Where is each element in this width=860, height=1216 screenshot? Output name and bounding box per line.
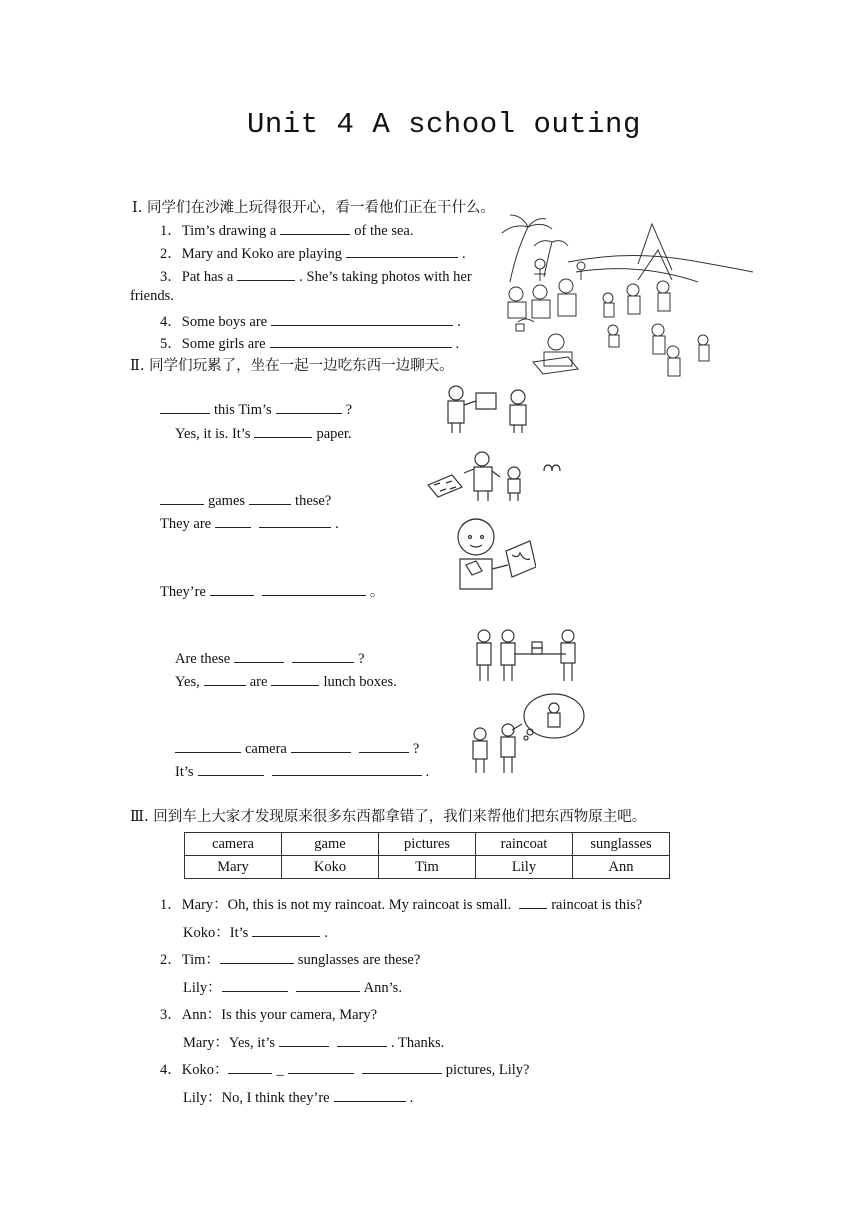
item-text: Mary and Koko are playing [181, 246, 343, 262]
children-with-lunch-boxes-illustration [474, 628, 582, 684]
speaker: Mary： [181, 897, 228, 913]
boy-with-map-illustration [448, 515, 536, 595]
answer-blank[interactable] [270, 334, 452, 348]
table-row [185, 833, 670, 856]
r-text: lunch boxes. [323, 674, 397, 690]
s3-dialog-4-reply [183, 1086, 413, 1107]
table-cell: raincoat [476, 833, 573, 856]
r-text: . [425, 764, 430, 780]
r-text: are [249, 674, 268, 690]
q-text: ? [358, 651, 365, 667]
answer-blank[interactable] [215, 514, 251, 528]
table-cell: Mary [185, 856, 282, 879]
table-cell: camera [185, 833, 282, 856]
q-text: 。 [369, 584, 385, 600]
girl-with-games-illustration [424, 449, 564, 503]
dialog-text: . [324, 925, 328, 941]
answer-blank[interactable] [234, 649, 284, 663]
dialog-text: raincoat is this? [551, 897, 643, 913]
answer-blank[interactable] [359, 739, 409, 753]
section-2-heading: Ⅱ. 同学们玩累了，坐在一起一边吃东西一边聊天。 [130, 358, 454, 374]
item-text: Pat has a [181, 269, 234, 285]
section-3-heading: Ⅲ. 回到车上大家才发现原来很多东西都拿错了，我们来帮他们把东西物原主吧。 [130, 809, 647, 825]
s3-dialog-1-reply [183, 921, 328, 942]
answer-blank[interactable] [222, 978, 288, 992]
table-cell: Ann [573, 856, 670, 879]
item-text: of the sea. [354, 223, 414, 239]
s3-dialog-3-reply [183, 1031, 444, 1052]
s2-q4 [175, 649, 365, 668]
s3-dialog-1 [160, 893, 642, 914]
r-text: Yes, [175, 674, 200, 690]
table-row [185, 856, 670, 879]
item-text: . [462, 246, 466, 262]
s2-r4 [175, 672, 397, 691]
dialog-text: . [409, 1090, 414, 1106]
table-cell: Koko [282, 856, 379, 879]
q-text: games [208, 493, 246, 509]
q-text: They’re [160, 584, 206, 600]
item-number: 4． [160, 1062, 182, 1078]
item-text: . [457, 314, 461, 330]
speaker: Koko： [181, 1062, 229, 1078]
answer-blank[interactable] [228, 1060, 272, 1074]
answer-blank[interactable] [262, 582, 366, 596]
q-text: these? [295, 493, 332, 509]
r-text: They are [160, 516, 212, 532]
dialog-text: Oh, this is not my raincoat. My raincoat is small. [227, 897, 512, 913]
s3-dialog-2-reply [183, 976, 402, 997]
s2-r1 [175, 424, 352, 443]
table-cell: Tim [379, 856, 476, 879]
answer-blank[interactable] [334, 1088, 406, 1102]
dialog-text: pictures, Lily? [445, 1062, 530, 1078]
s1-item-2 [160, 242, 466, 263]
item-text: Some girls are [181, 336, 266, 352]
answer-blank[interactable] [276, 400, 342, 414]
answer-blank[interactable] [280, 221, 350, 235]
q-text: camera [245, 741, 287, 757]
q-text: ? [345, 402, 353, 418]
item-number: 4． [160, 314, 182, 330]
s1-item-1 [160, 219, 413, 240]
s2-r5 [175, 762, 429, 781]
beach-scene-illustration [488, 212, 756, 387]
answer-blank[interactable] [198, 762, 264, 776]
answer-blank[interactable] [237, 267, 295, 281]
s3-dialog-3 [160, 1003, 377, 1024]
answer-blank[interactable] [272, 762, 422, 776]
item-text: Some boys are [181, 314, 268, 330]
dialog-text: _ [276, 1062, 284, 1078]
ownership-table [184, 832, 670, 879]
answer-blank[interactable] [292, 649, 354, 663]
r-text: It’s [175, 764, 194, 780]
item-number: 3． [160, 1007, 182, 1023]
item-text: . She’s taking photos with her [299, 269, 472, 285]
item-number: 1． [160, 223, 182, 239]
children-with-camera-illustration [466, 690, 590, 776]
answer-blank[interactable] [296, 978, 360, 992]
s3-dialog-4 [160, 1058, 530, 1079]
speaker: Koko： [183, 925, 230, 941]
page-title: Unit 4 A school outing [247, 108, 641, 141]
s2-q2 [160, 491, 331, 510]
answer-blank[interactable] [346, 244, 458, 258]
s2-q3 [160, 580, 384, 601]
q-text: Are these [175, 651, 231, 667]
speaker: Lily： [183, 1090, 222, 1106]
answer-blank[interactable] [249, 491, 291, 505]
answer-blank[interactable] [252, 923, 320, 937]
s2-q1 [160, 400, 352, 419]
dialog-text: Is this your camera, Mary? [221, 1007, 378, 1023]
s1-item-4 [160, 310, 461, 331]
answer-blank[interactable] [288, 1060, 354, 1074]
answer-blank[interactable] [519, 895, 547, 909]
boy-showing-paper-illustration [444, 383, 536, 435]
q-text: ? [412, 741, 420, 757]
s2-q5 [175, 739, 419, 758]
speaker: Ann： [181, 1007, 222, 1023]
item-number: 2． [160, 246, 182, 262]
answer-blank[interactable] [204, 672, 246, 686]
table-cell: game [282, 833, 379, 856]
r-text: paper. [316, 426, 352, 442]
answer-blank[interactable] [259, 514, 331, 528]
dialog-text: It’s [229, 925, 249, 941]
table-cell: Lily [476, 856, 573, 879]
speaker: Lily： [183, 980, 222, 996]
answer-blank[interactable] [175, 739, 241, 753]
r-text: . [335, 516, 339, 532]
answer-blank[interactable] [279, 1033, 329, 1047]
answer-blank[interactable] [160, 491, 204, 505]
table-cell: pictures [379, 833, 476, 856]
item-number: 5． [160, 336, 182, 352]
speaker: Mary： [183, 1035, 229, 1051]
answer-blank[interactable] [291, 739, 351, 753]
answer-blank[interactable] [337, 1033, 387, 1047]
item-number: 3． [160, 269, 182, 285]
item-number: 2． [160, 952, 182, 968]
q-text: this Tim’s [214, 402, 272, 418]
r-text: Yes, it is. It’s [175, 426, 251, 442]
s3-dialog-2 [160, 948, 420, 969]
s1-item-3-cont: friends. [130, 288, 174, 304]
item-text: . [455, 336, 460, 352]
answer-blank[interactable] [220, 950, 294, 964]
answer-blank[interactable] [271, 672, 319, 686]
dialog-text: No, I think they’re [221, 1090, 330, 1106]
s1-item-3 [160, 265, 472, 286]
answer-blank[interactable] [271, 312, 453, 326]
s2-r2 [160, 514, 339, 533]
answer-blank[interactable] [210, 582, 254, 596]
section-1-heading: Ⅰ. 同学们在沙滩上玩得很开心，看一看他们正在干什么。 [132, 200, 495, 216]
item-number: 1． [160, 897, 182, 913]
answer-blank[interactable] [362, 1060, 442, 1074]
item-text: Tim’s drawing a [181, 223, 277, 239]
answer-blank[interactable] [160, 400, 210, 414]
s1-item-5 [160, 332, 459, 353]
dialog-text: sunglasses are these? [297, 952, 421, 968]
dialog-text: Yes, it’s [228, 1035, 275, 1051]
dialog-text: Ann’s. [363, 980, 402, 996]
table-cell: sunglasses [573, 833, 670, 856]
answer-blank[interactable] [254, 424, 312, 438]
dialog-text: . Thanks. [391, 1035, 445, 1051]
speaker: Tim： [181, 952, 220, 968]
